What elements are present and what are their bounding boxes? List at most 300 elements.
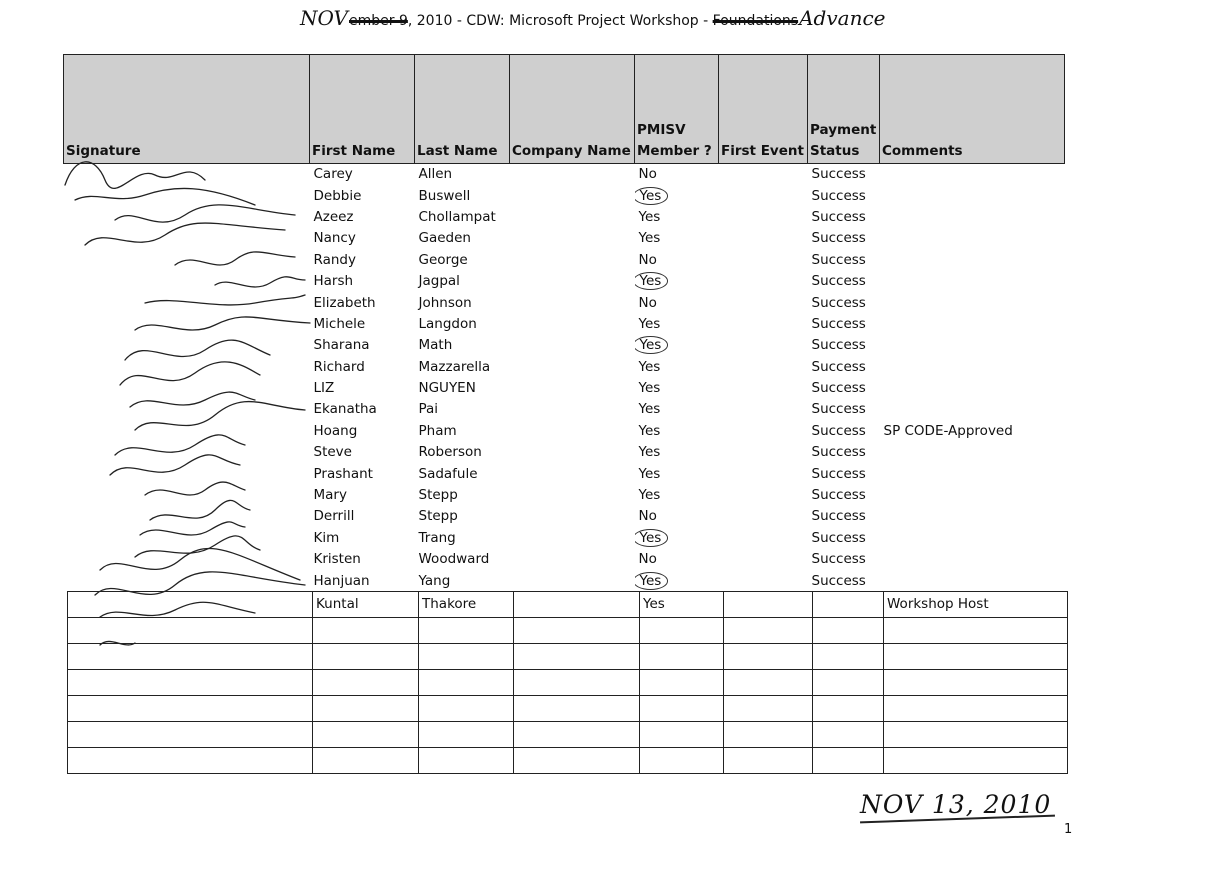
last-name-cell: [415, 314, 510, 335]
first-name-cell: [310, 463, 415, 484]
first-name-cell: [310, 528, 415, 549]
first-name-cell: [310, 506, 415, 527]
first-name-value: Harsh: [313, 273, 354, 290]
first-name-value: Debbie: [313, 187, 362, 204]
blank-cell: [419, 618, 514, 644]
first-event-cell: [719, 228, 808, 249]
blank-cell: [514, 644, 640, 670]
pmisv-member-value: No: [638, 251, 657, 268]
last-name-value: Buswell: [418, 187, 471, 204]
payment-status-cell: [808, 228, 880, 249]
payment-status-cell: [808, 463, 880, 484]
comments-cell: [880, 335, 1065, 356]
blank-cell: [419, 722, 514, 748]
signature-cell: [64, 570, 310, 591]
first-name-value: Nancy: [313, 230, 356, 247]
blank-cell: [313, 618, 419, 644]
pmisv-member-cell: [635, 335, 719, 356]
last-name-cell: [415, 421, 510, 442]
blank-row: [68, 748, 1068, 774]
first-name-cell: [310, 399, 415, 420]
document-title: [300, 5, 920, 31]
pmisv-member-value: Yes: [638, 487, 661, 504]
company-name-cell: [510, 485, 635, 506]
last-name-value: Roberson: [418, 444, 482, 461]
signature-cell: [64, 421, 310, 442]
blank-cell: [68, 670, 313, 696]
payment-status-value: Success: [811, 551, 866, 568]
blank-cell: [640, 618, 724, 644]
first-event-cell: [719, 421, 808, 442]
first-name-value: Elizabeth: [313, 294, 376, 311]
pmisv-member-cell: [635, 570, 719, 591]
company-name-cell: [510, 207, 635, 228]
header-signature: Signature: [64, 55, 310, 164]
first-name-value: Hoang: [313, 422, 358, 439]
last-name-value: Pai: [418, 401, 439, 418]
host-first-name: Kuntal: [313, 592, 419, 618]
last-name-cell: [415, 271, 510, 292]
blank-cell: [313, 722, 419, 748]
pmisv-member-cell: [635, 292, 719, 313]
blank-cell: [313, 696, 419, 722]
company-name-cell: [510, 314, 635, 335]
first-name-cell: [310, 335, 415, 356]
last-name-cell: [415, 292, 510, 313]
first-name-cell: [310, 292, 415, 313]
comments-cell: [880, 485, 1065, 506]
last-name-value: Math: [418, 337, 453, 354]
last-name-cell: [415, 399, 510, 420]
first-name-value: Steve: [313, 444, 352, 461]
blank-cell: [640, 748, 724, 774]
comments-cell: [880, 207, 1065, 228]
first-name-cell: [310, 570, 415, 591]
company-name-cell: [510, 185, 635, 206]
comments-cell: [880, 250, 1065, 271]
blank-cell: [640, 696, 724, 722]
first-name-value: Michele: [313, 315, 366, 332]
first-event-cell: [719, 335, 808, 356]
blank-cell: [884, 748, 1068, 774]
pmisv-member-value: Yes: [638, 465, 661, 482]
first-event-cell: [719, 271, 808, 292]
first-name-cell: [310, 228, 415, 249]
last-name-value: Allen: [418, 166, 453, 183]
comments-cell: [880, 314, 1065, 335]
blank-cell: [724, 722, 813, 748]
pmisv-member-cell: [635, 528, 719, 549]
header-row: [64, 55, 1065, 164]
blank-cell: [813, 670, 884, 696]
signature-cell: [64, 228, 310, 249]
blank-row: [68, 670, 1068, 696]
blank-cell: [313, 670, 419, 696]
pmisv-member-cell: [635, 164, 719, 186]
last-name-cell: [415, 506, 510, 527]
comments-cell: [880, 442, 1065, 463]
first-name-value: Kristen: [313, 551, 361, 568]
last-name-value: Yang: [418, 572, 451, 589]
pmisv-member-cell: [635, 378, 719, 399]
last-name-value: Woodward: [418, 551, 490, 568]
signature-cell: [64, 549, 310, 570]
blank-cell: [813, 722, 884, 748]
last-name-value: Johnson: [418, 294, 472, 311]
company-name-cell: [510, 271, 635, 292]
blank-cell: [884, 618, 1068, 644]
signature-cell: [64, 485, 310, 506]
blank-cell: [514, 618, 640, 644]
pmisv-member-cell: [635, 357, 719, 378]
payment-status-cell: [808, 335, 880, 356]
table-row: [64, 314, 1065, 335]
blank-cell: [724, 748, 813, 774]
attendance-table: [63, 54, 1065, 592]
first-event-cell: [719, 292, 808, 313]
first-event-cell: [719, 314, 808, 335]
table-row: [64, 378, 1065, 399]
blank-row: [68, 618, 1068, 644]
first-event-cell: [719, 463, 808, 484]
table-row: [64, 271, 1065, 292]
title-struck-date: ember 9: [349, 13, 408, 29]
blank-cell: [813, 644, 884, 670]
last-name-value: Stepp: [418, 508, 458, 525]
signature-cell: [64, 528, 310, 549]
pmisv-member-cell: [635, 271, 719, 292]
payment-status-value: Success: [811, 422, 866, 439]
first-event-cell: [719, 485, 808, 506]
last-name-cell: [415, 463, 510, 484]
payment-status-cell: [808, 399, 880, 420]
payment-status-cell: [808, 528, 880, 549]
blank-cell: [68, 722, 313, 748]
pmisv-member-cell: [635, 442, 719, 463]
table-row: [64, 250, 1065, 271]
blank-row: [68, 644, 1068, 670]
company-name-cell: [510, 399, 635, 420]
table-row: [64, 485, 1065, 506]
pmisv-member-value: Yes: [638, 315, 661, 332]
first-name-cell: [310, 250, 415, 271]
first-name-cell: [310, 164, 415, 186]
first-name-value: Richard: [313, 358, 365, 375]
header-first-event: First Event: [719, 55, 808, 164]
table-row: [64, 207, 1065, 228]
blank-cell: [884, 644, 1068, 670]
first-name-value: Ekanatha: [313, 401, 377, 418]
blank-row: [68, 722, 1068, 748]
payment-status-value: Success: [811, 358, 866, 375]
pmisv-member-value: Yes: [635, 572, 669, 590]
blank-cell: [884, 696, 1068, 722]
comments-cell: [880, 506, 1065, 527]
payment-status-cell: [808, 378, 880, 399]
host-signature-cell: [68, 592, 313, 618]
blank-cell: [813, 618, 884, 644]
payment-status-cell: [808, 314, 880, 335]
table-row: [64, 506, 1065, 527]
header-pmisv-member: PMISV Member ?: [635, 55, 719, 164]
comments-value: SP CODE-Approved: [883, 422, 1013, 439]
first-name-cell: [310, 421, 415, 442]
first-name-value: Hanjuan: [313, 572, 370, 589]
last-name-cell: [415, 485, 510, 506]
payment-status-cell: [808, 442, 880, 463]
first-event-cell: [719, 207, 808, 228]
payment-status-cell: [808, 421, 880, 442]
comments-cell: [880, 378, 1065, 399]
host-first-event-cell: [724, 592, 813, 618]
comments-cell: [880, 570, 1065, 591]
payment-status-cell: [808, 207, 880, 228]
first-name-value: Randy: [313, 251, 356, 268]
first-name-cell: [310, 357, 415, 378]
first-event-cell: [719, 357, 808, 378]
last-name-cell: [415, 185, 510, 206]
payment-status-value: Success: [811, 315, 866, 332]
payment-status-value: Success: [811, 380, 866, 397]
pmisv-member-value: Yes: [638, 208, 661, 225]
first-name-cell: [310, 378, 415, 399]
last-name-cell: [415, 549, 510, 570]
blank-cell: [419, 696, 514, 722]
table-row: [64, 185, 1065, 206]
signature-cell: [64, 378, 310, 399]
first-name-value: Kim: [313, 529, 340, 546]
company-name-cell: [510, 421, 635, 442]
payment-status-value: Success: [811, 529, 866, 546]
blank-cell: [419, 644, 514, 670]
last-name-value: Sadafule: [418, 465, 478, 482]
company-name-cell: [510, 442, 635, 463]
payment-status-value: Success: [811, 230, 866, 247]
first-name-value: Azeez: [313, 208, 354, 225]
signature-cell: [64, 335, 310, 356]
first-name-cell: [310, 442, 415, 463]
last-name-value: George: [418, 251, 468, 268]
signature-cell: [64, 164, 310, 186]
last-name-cell: [415, 378, 510, 399]
comments-cell: [880, 549, 1065, 570]
title-struck-word: Foundations: [712, 13, 799, 29]
blank-cell: [724, 618, 813, 644]
pmisv-member-cell: [635, 421, 719, 442]
last-name-value: Gaeden: [418, 230, 471, 247]
first-name-value: Carey: [313, 166, 353, 183]
last-name-cell: [415, 570, 510, 591]
table-row: [64, 442, 1065, 463]
first-name-cell: [310, 549, 415, 570]
first-name-value: Mary: [313, 487, 347, 504]
first-name-cell: [310, 485, 415, 506]
payment-status-cell: [808, 570, 880, 591]
payment-status-value: Success: [811, 251, 866, 268]
company-name-cell: [510, 463, 635, 484]
handwritten-date: NOV 13, 2010: [860, 790, 1052, 819]
blank-cell: [68, 644, 313, 670]
company-name-cell: [510, 549, 635, 570]
pmisv-member-value: Yes: [635, 187, 669, 205]
signature-cell: [64, 250, 310, 271]
payment-status-value: Success: [811, 166, 866, 183]
company-name-cell: [510, 378, 635, 399]
pmisv-member-cell: [635, 506, 719, 527]
pmisv-member-cell: [635, 463, 719, 484]
company-name-cell: [510, 228, 635, 249]
first-event-cell: [719, 185, 808, 206]
first-event-cell: [719, 378, 808, 399]
blank-cell: [313, 748, 419, 774]
payment-status-cell: [808, 271, 880, 292]
company-name-cell: [510, 250, 635, 271]
first-name-cell: [310, 185, 415, 206]
first-event-cell: [719, 528, 808, 549]
first-event-cell: [719, 549, 808, 570]
comments-cell: [880, 185, 1065, 206]
first-name-cell: [310, 314, 415, 335]
pmisv-member-cell: [635, 228, 719, 249]
first-event-cell: [719, 570, 808, 591]
page-number: 1: [1064, 822, 1073, 837]
first-name-cell: [310, 271, 415, 292]
pmisv-member-value: Yes: [638, 422, 661, 439]
payment-status-value: Success: [811, 508, 866, 525]
pmisv-member-value: Yes: [635, 272, 669, 290]
payment-status-cell: [808, 549, 880, 570]
pmisv-member-cell: [635, 185, 719, 206]
last-name-cell: [415, 164, 510, 186]
signature-cell: [64, 399, 310, 420]
host-status-cell: [813, 592, 884, 618]
last-name-cell: [415, 335, 510, 356]
blank-cell: [514, 748, 640, 774]
first-name-value: Sharana: [313, 337, 370, 354]
payment-status-value: Success: [811, 208, 866, 225]
last-name-value: Mazzarella: [418, 358, 491, 375]
header-payment-status: Payment Status: [808, 55, 880, 164]
pmisv-member-value: Yes: [638, 401, 661, 418]
payment-status-cell: [808, 164, 880, 186]
payment-status-value: Success: [811, 273, 866, 290]
last-name-cell: [415, 442, 510, 463]
pmisv-member-value: Yes: [638, 380, 661, 397]
comments-cell: [880, 292, 1065, 313]
comments-cell: [880, 357, 1065, 378]
blank-cell: [419, 670, 514, 696]
comments-cell: [880, 463, 1065, 484]
comments-cell: [880, 164, 1065, 186]
payment-status-value: Success: [811, 294, 866, 311]
payment-status-value: Success: [811, 487, 866, 504]
payment-status-cell: [808, 292, 880, 313]
payment-status-value: Success: [811, 444, 866, 461]
blank-cell: [313, 644, 419, 670]
header-last-name: Last Name: [415, 55, 510, 164]
pmisv-member-value: No: [638, 508, 657, 525]
signature-cell: [64, 292, 310, 313]
company-name-cell: [510, 164, 635, 186]
table-row: [64, 357, 1065, 378]
signature-cell: [64, 185, 310, 206]
header-company-name: Company Name: [510, 55, 635, 164]
comments-cell: [880, 528, 1065, 549]
title-handwritten-prefix: NOV: [300, 6, 348, 30]
payment-status-value: Success: [811, 337, 866, 354]
pmisv-member-value: Yes: [635, 336, 669, 354]
host-row: [68, 592, 1068, 618]
pmisv-member-value: Yes: [635, 529, 669, 547]
pmisv-member-cell: [635, 250, 719, 271]
blank-cell: [640, 670, 724, 696]
first-event-cell: [719, 442, 808, 463]
table-row: [64, 228, 1065, 249]
blank-cell: [724, 644, 813, 670]
payment-status-cell: [808, 185, 880, 206]
first-event-cell: [719, 506, 808, 527]
company-name-cell: [510, 335, 635, 356]
comments-cell: [880, 421, 1065, 442]
table-row: [64, 549, 1065, 570]
blank-cell: [884, 670, 1068, 696]
host-member: Yes: [640, 592, 724, 618]
payment-status-value: Success: [811, 572, 866, 589]
blank-cell: [724, 670, 813, 696]
blank-cell: [68, 696, 313, 722]
last-name-value: Trang: [418, 529, 456, 546]
table-row: [64, 421, 1065, 442]
company-name-cell: [510, 357, 635, 378]
comments-cell: [880, 399, 1065, 420]
first-event-cell: [719, 164, 808, 186]
host-last-name: Thakore: [419, 592, 514, 618]
header-comments: Comments: [880, 55, 1065, 164]
blank-cell: [68, 748, 313, 774]
payment-status-value: Success: [811, 401, 866, 418]
first-name-value: Prashant: [313, 465, 373, 482]
signature-cell: [64, 442, 310, 463]
payment-status-value: Success: [811, 465, 866, 482]
blank-cell: [884, 722, 1068, 748]
pmisv-member-value: Yes: [638, 444, 661, 461]
blank-cell: [514, 670, 640, 696]
table-row: [64, 570, 1065, 591]
first-event-cell: [719, 399, 808, 420]
blank-cell: [514, 722, 640, 748]
company-name-cell: [510, 570, 635, 591]
host-company-cell: [514, 592, 640, 618]
company-name-cell: [510, 528, 635, 549]
pmisv-member-cell: [635, 314, 719, 335]
table-row: [64, 292, 1065, 313]
blank-cell: [68, 618, 313, 644]
signature-cell: [64, 463, 310, 484]
blank-cell: [514, 696, 640, 722]
last-name-value: Chollampat: [418, 208, 496, 225]
last-name-cell: [415, 528, 510, 549]
pmisv-member-cell: [635, 485, 719, 506]
payment-status-value: Success: [811, 187, 866, 204]
last-name-cell: [415, 207, 510, 228]
table-row: [64, 528, 1065, 549]
first-name-value: LIZ: [313, 380, 335, 397]
last-name-value: NGUYEN: [418, 380, 476, 397]
pmisv-member-value: Yes: [638, 230, 661, 247]
pmisv-member-value: Yes: [638, 358, 661, 375]
last-name-value: Pham: [418, 422, 457, 439]
blank-cell: [813, 748, 884, 774]
